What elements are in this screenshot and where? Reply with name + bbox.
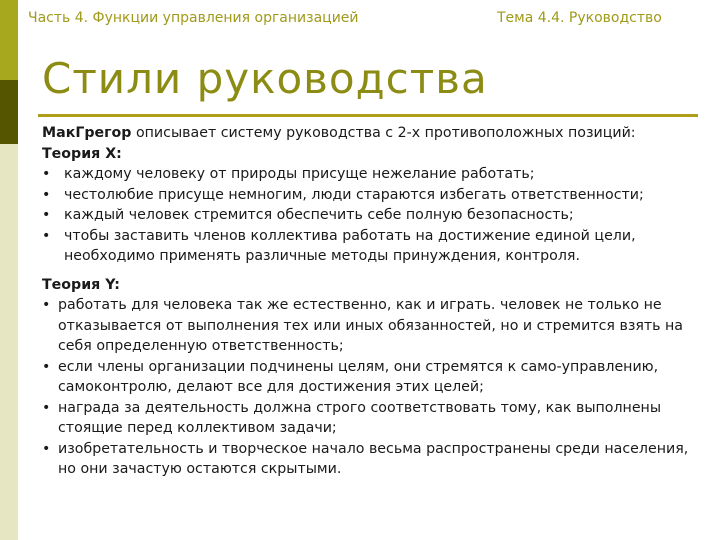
list-item: • изобретательность и творческое начало весьма распространены среди населения, но они зачастую остаются скрытыми. bbox=[42, 440, 689, 477]
theory-x-list bbox=[42, 164, 702, 267]
slide-body bbox=[42, 123, 702, 480]
list-item: • каждый человек стремится обеспечить себе полную безопасность; bbox=[42, 205, 702, 226]
list-item: • награда за деятельность должна строго соответствовать тому, как выполнены стоящие перед коллективом задачи; bbox=[42, 399, 662, 436]
theory-y-heading: Теория Y: bbox=[42, 276, 120, 293]
sidebar-block-top bbox=[0, 0, 18, 80]
title-underline bbox=[38, 114, 698, 117]
section-gap bbox=[42, 267, 702, 275]
bullet-icon: • bbox=[42, 399, 51, 416]
header-part-label: Часть 4. Функции управления организацией bbox=[28, 10, 359, 26]
sidebar-block-bottom bbox=[0, 144, 18, 540]
bullet-icon: • bbox=[42, 207, 51, 223]
bullet-icon: • bbox=[42, 440, 51, 457]
list-item: • честолюбие присуще немногим, люди стараются избегать ответственности; bbox=[42, 185, 702, 206]
bullet-icon: • bbox=[42, 227, 51, 244]
list-item: • работать для человека так же естественно, как и играть. человек не только не отказывается от выполнения тех или иных обязанностей, но и стремится взять на себя определенную ответственность; bbox=[42, 297, 683, 354]
list-item: • если члены организации подчинены целям, они стремятся к само-управлению, самоконтролю, делают все для достижения этих целей; bbox=[42, 358, 659, 395]
intro-author: МакГрегор bbox=[42, 125, 132, 141]
intro-paragraph bbox=[42, 123, 702, 144]
bullet-icon: • bbox=[42, 358, 51, 375]
intro-text: описывает систему руководства с 2-х противоположных позиций: bbox=[131, 125, 636, 141]
theory-x-heading: Теория Х: bbox=[42, 145, 122, 162]
bullet-icon: • bbox=[42, 297, 51, 313]
header-topic-label: Тема 4.4. Руководство bbox=[497, 10, 662, 26]
theory-y-list bbox=[42, 295, 702, 480]
list-item: • чтобы заставить членов коллектива работать на достижение единой цели, необходимо применять различные методы принуждения, контроля. bbox=[42, 227, 636, 264]
sidebar-decoration bbox=[0, 0, 18, 540]
bullet-icon: • bbox=[42, 186, 51, 203]
sidebar-block-middle bbox=[0, 80, 18, 144]
bullet-icon: • bbox=[42, 166, 51, 182]
list-item: • каждому человеку от природы присуще нежелание работать; bbox=[42, 164, 702, 185]
slide-title: Стили руководства bbox=[42, 54, 488, 103]
